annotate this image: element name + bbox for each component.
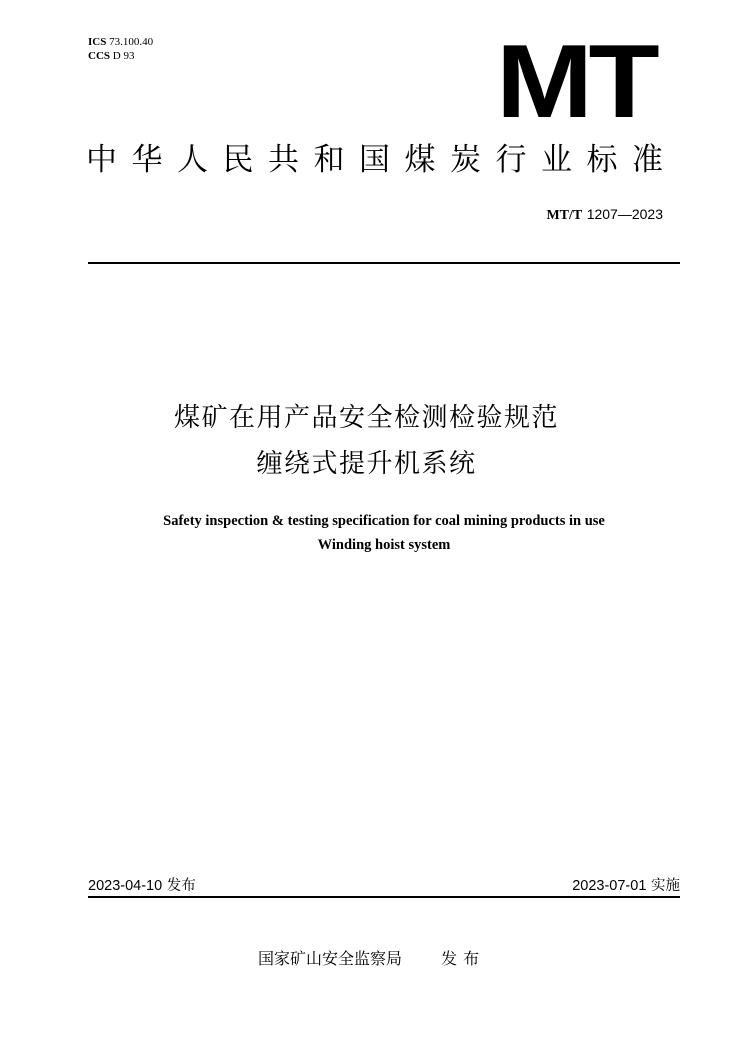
issue-label: 发布 <box>166 878 196 894</box>
title-zh-line1: 煤矿在用产品安全检测检验规范 <box>173 403 559 433</box>
standard-code-prefix: MT/T <box>546 208 583 223</box>
bottom-divider <box>88 896 680 898</box>
mt-logo: MT <box>496 24 656 140</box>
classification-codes <box>88 35 153 63</box>
title-zh-line2: 缠绕式提升机系统 <box>256 449 477 479</box>
issue-date-block <box>88 876 196 896</box>
issuer-name: 国家矿山安全监察局 <box>258 949 403 968</box>
ics-label: ICS <box>88 36 107 48</box>
implement-date-block <box>572 876 680 896</box>
ccs-value: D 93 <box>112 50 135 62</box>
ics-code <box>88 35 153 49</box>
ccs-code <box>88 49 153 63</box>
ics-value: 73.100.40 <box>109 36 154 48</box>
title-en-line2: Winding hoist system <box>317 537 451 553</box>
implement-date: 2023-07-01 <box>572 878 647 894</box>
issuer-action: 发布 <box>441 949 486 968</box>
standard-code-number: 1207—2023 <box>586 206 663 222</box>
ccs-label: CCS <box>88 50 111 62</box>
title-en-line1: Safety inspection & testing specification for coal mining products in use <box>163 513 605 529</box>
implement-label: 实施 <box>651 878 680 894</box>
standard-type: 中华人民共和国煤炭行业标准 <box>86 142 678 178</box>
top-divider <box>88 262 680 264</box>
issuer-block <box>258 948 485 970</box>
issue-date: 2023-04-10 <box>88 878 163 894</box>
standard-number <box>546 205 663 225</box>
